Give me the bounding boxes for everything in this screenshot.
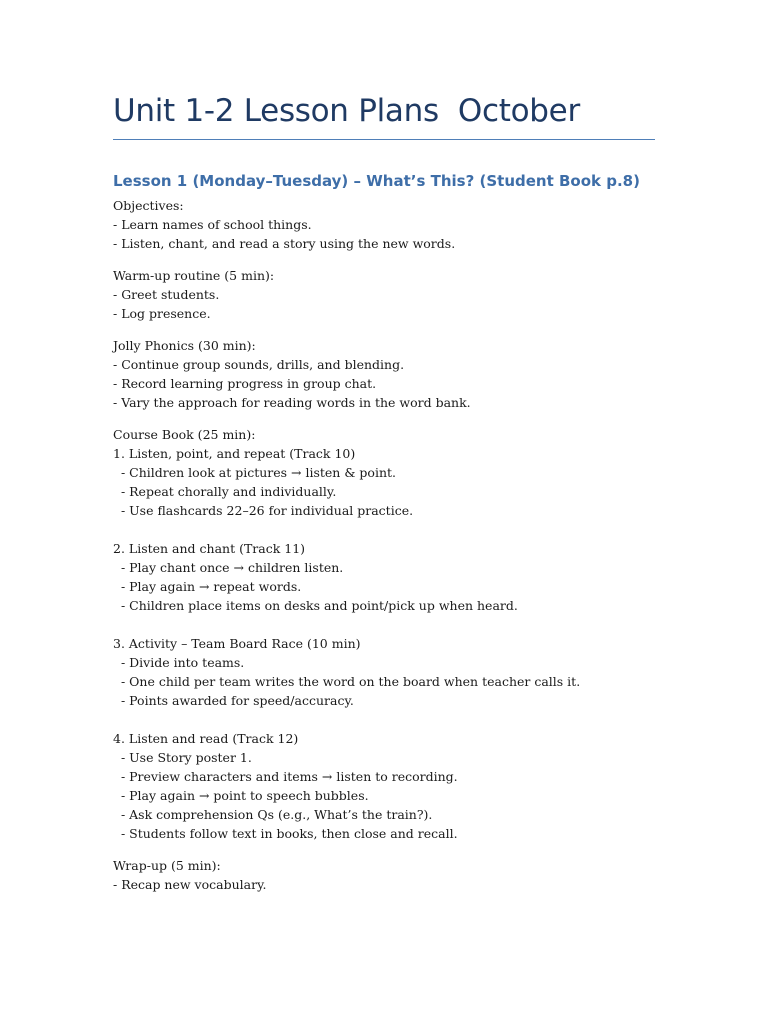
lesson-heading: Lesson 1 (Monday–Tuesday) – What’s This? (Student Book p.8) (113, 172, 640, 190)
list-item: - Repeat chorally and individually. (113, 484, 337, 499)
phonics-section (113, 336, 673, 412)
list-item: - Recap new vocabulary. (113, 877, 267, 892)
list-item: - Use flashcards 22–26 for individual practice. (113, 503, 414, 518)
document-title: Unit 1-2 Lesson Plans October (113, 93, 580, 129)
section-header: Wrap-up (5 min): (113, 858, 221, 873)
step-title: 3. Activity – Team Board Race (10 min) (113, 636, 361, 651)
step-title: 2. Listen and chant (Track 11) (113, 541, 306, 556)
list-item: - Children place items on desks and point/pick up when heard. (113, 598, 518, 613)
list-item: - Use Story poster 1. (113, 750, 252, 765)
list-item: - Divide into teams. (113, 655, 245, 670)
section-header: Course Book (25 min): (113, 427, 256, 442)
list-item: - Learn names of school things. (113, 217, 312, 232)
lesson-body (113, 196, 673, 894)
list-item: - Greet students. (113, 287, 220, 302)
list-item: - Ask comprehension Qs (e.g., What’s the train?). (113, 807, 433, 822)
list-item: - Log presence. (113, 306, 211, 321)
list-item: - Listen, chant, and read a story using the new words. (113, 236, 456, 251)
list-item: - Vary the approach for reading words in the word bank. (113, 395, 471, 410)
objectives-section (113, 196, 673, 253)
wrapup-section (113, 856, 673, 894)
section-header: Objectives: (113, 198, 184, 213)
list-item: - Continue group sounds, drills, and blending. (113, 357, 405, 372)
list-item: - Record learning progress in group chat. (113, 376, 377, 391)
section-header: Jolly Phonics (30 min): (113, 338, 256, 353)
list-item: - Play chant once → children listen. (113, 560, 344, 575)
step-title: 4. Listen and read (Track 12) (113, 731, 299, 746)
warmup-section (113, 266, 673, 323)
list-item: - Preview characters and items → listen to recording. (113, 769, 458, 784)
list-item: - One child per team writes the word on the board when teacher calls it. (113, 674, 581, 689)
list-item: - Students follow text in books, then close and recall. (113, 826, 458, 841)
list-item: - Points awarded for speed/accuracy. (113, 693, 354, 708)
step-title: 1. Listen, point, and repeat (Track 10) (113, 446, 356, 461)
list-item: - Children look at pictures → listen & point. (113, 465, 397, 480)
list-item: - Play again → point to speech bubbles. (113, 788, 369, 803)
coursebook-section (113, 425, 673, 843)
list-item: - Play again → repeat words. (113, 579, 302, 594)
title-underline (113, 139, 655, 140)
section-header: Warm-up routine (5 min): (113, 268, 275, 283)
